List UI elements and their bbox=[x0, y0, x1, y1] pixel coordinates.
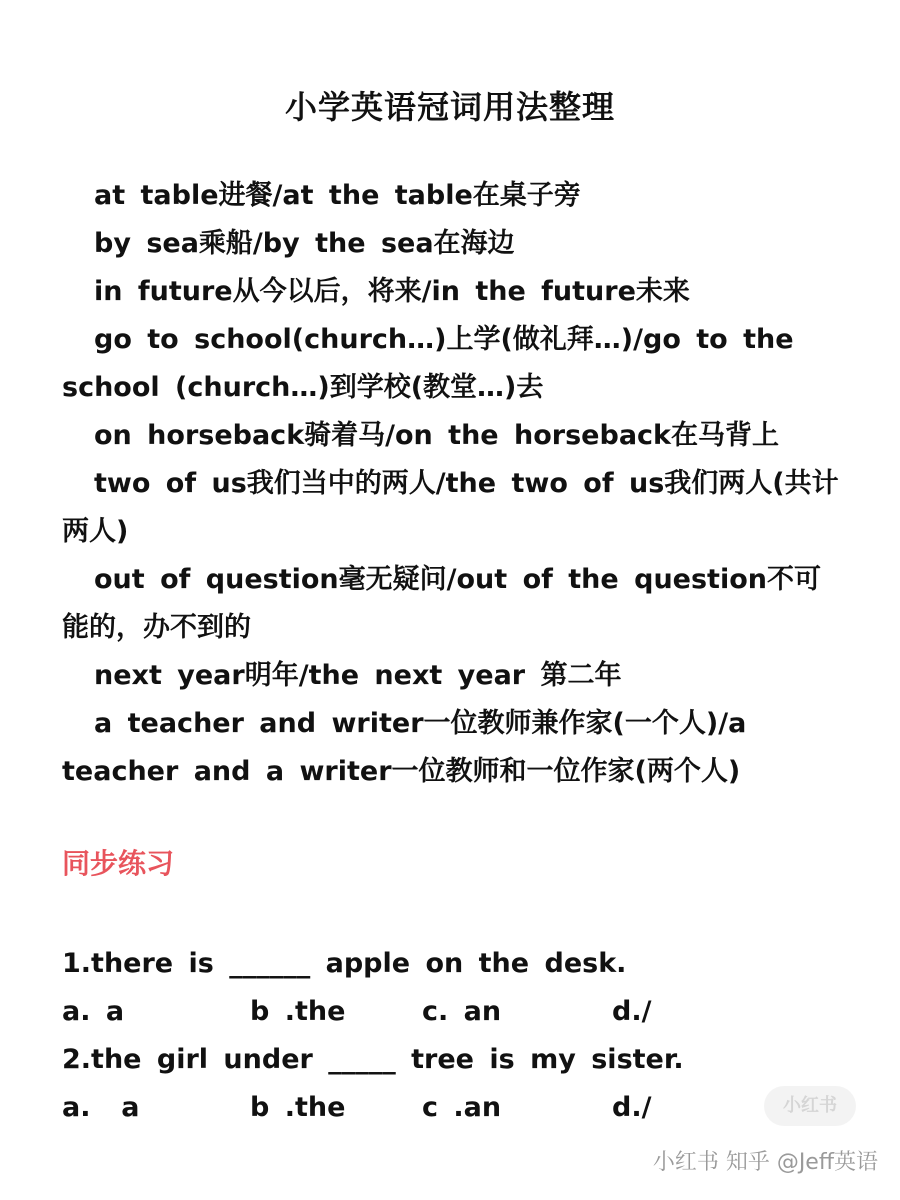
note-item: next year明年/the next year 第二年 bbox=[94, 660, 622, 691]
note-item: two of us我们当中的两人/the two of us我们两人(共计两人) bbox=[62, 468, 839, 547]
usage-notes bbox=[62, 172, 842, 796]
option-d: d./ bbox=[612, 1092, 652, 1123]
option-c: c. an bbox=[422, 996, 502, 1027]
option-a: a. a bbox=[62, 996, 125, 1027]
question-2-options bbox=[62, 1084, 842, 1132]
question-1: 1.there is ______ apple on the desk. bbox=[62, 948, 627, 979]
note-item: a teacher and writer一位教师兼作家(一个人)/a teacher and a writer一位教师和一位作家(两个人) bbox=[62, 708, 747, 787]
note-item: in future从今以后，将来/in the future未来 bbox=[94, 276, 690, 307]
question-2: 2.the girl under _____ tree is my sister. bbox=[62, 1044, 684, 1075]
exercise-section-title: 同步练习 bbox=[62, 847, 175, 880]
page-title: 小学英语冠词用法整理 bbox=[284, 88, 615, 126]
watermark-badge: 小红书 bbox=[764, 1086, 856, 1126]
note-item: by sea乘船/by the sea在海边 bbox=[94, 228, 515, 259]
note-item: on horseback骑着马/on the horseback在马背上 bbox=[94, 420, 779, 451]
exercise-list bbox=[62, 940, 842, 1132]
option-b: b .the bbox=[250, 996, 346, 1027]
note-item: at table进餐/at the table在桌子旁 bbox=[94, 180, 581, 211]
option-c: c .an bbox=[422, 1092, 502, 1123]
question-1-options bbox=[62, 988, 842, 1036]
note-item: out of question毫无疑问/out of the question不可能的，办不到的 bbox=[62, 564, 821, 643]
option-d: d./ bbox=[612, 996, 652, 1027]
option-b: b .the bbox=[250, 1092, 346, 1123]
option-a: a. a bbox=[62, 1092, 140, 1123]
watermark-text: 小红书 知乎 @Jeff英语 bbox=[652, 1150, 878, 1175]
note-item: go to school(church…)上学(做礼拜…)/go to the school (church…)到学校(教堂…)去 bbox=[62, 324, 794, 403]
